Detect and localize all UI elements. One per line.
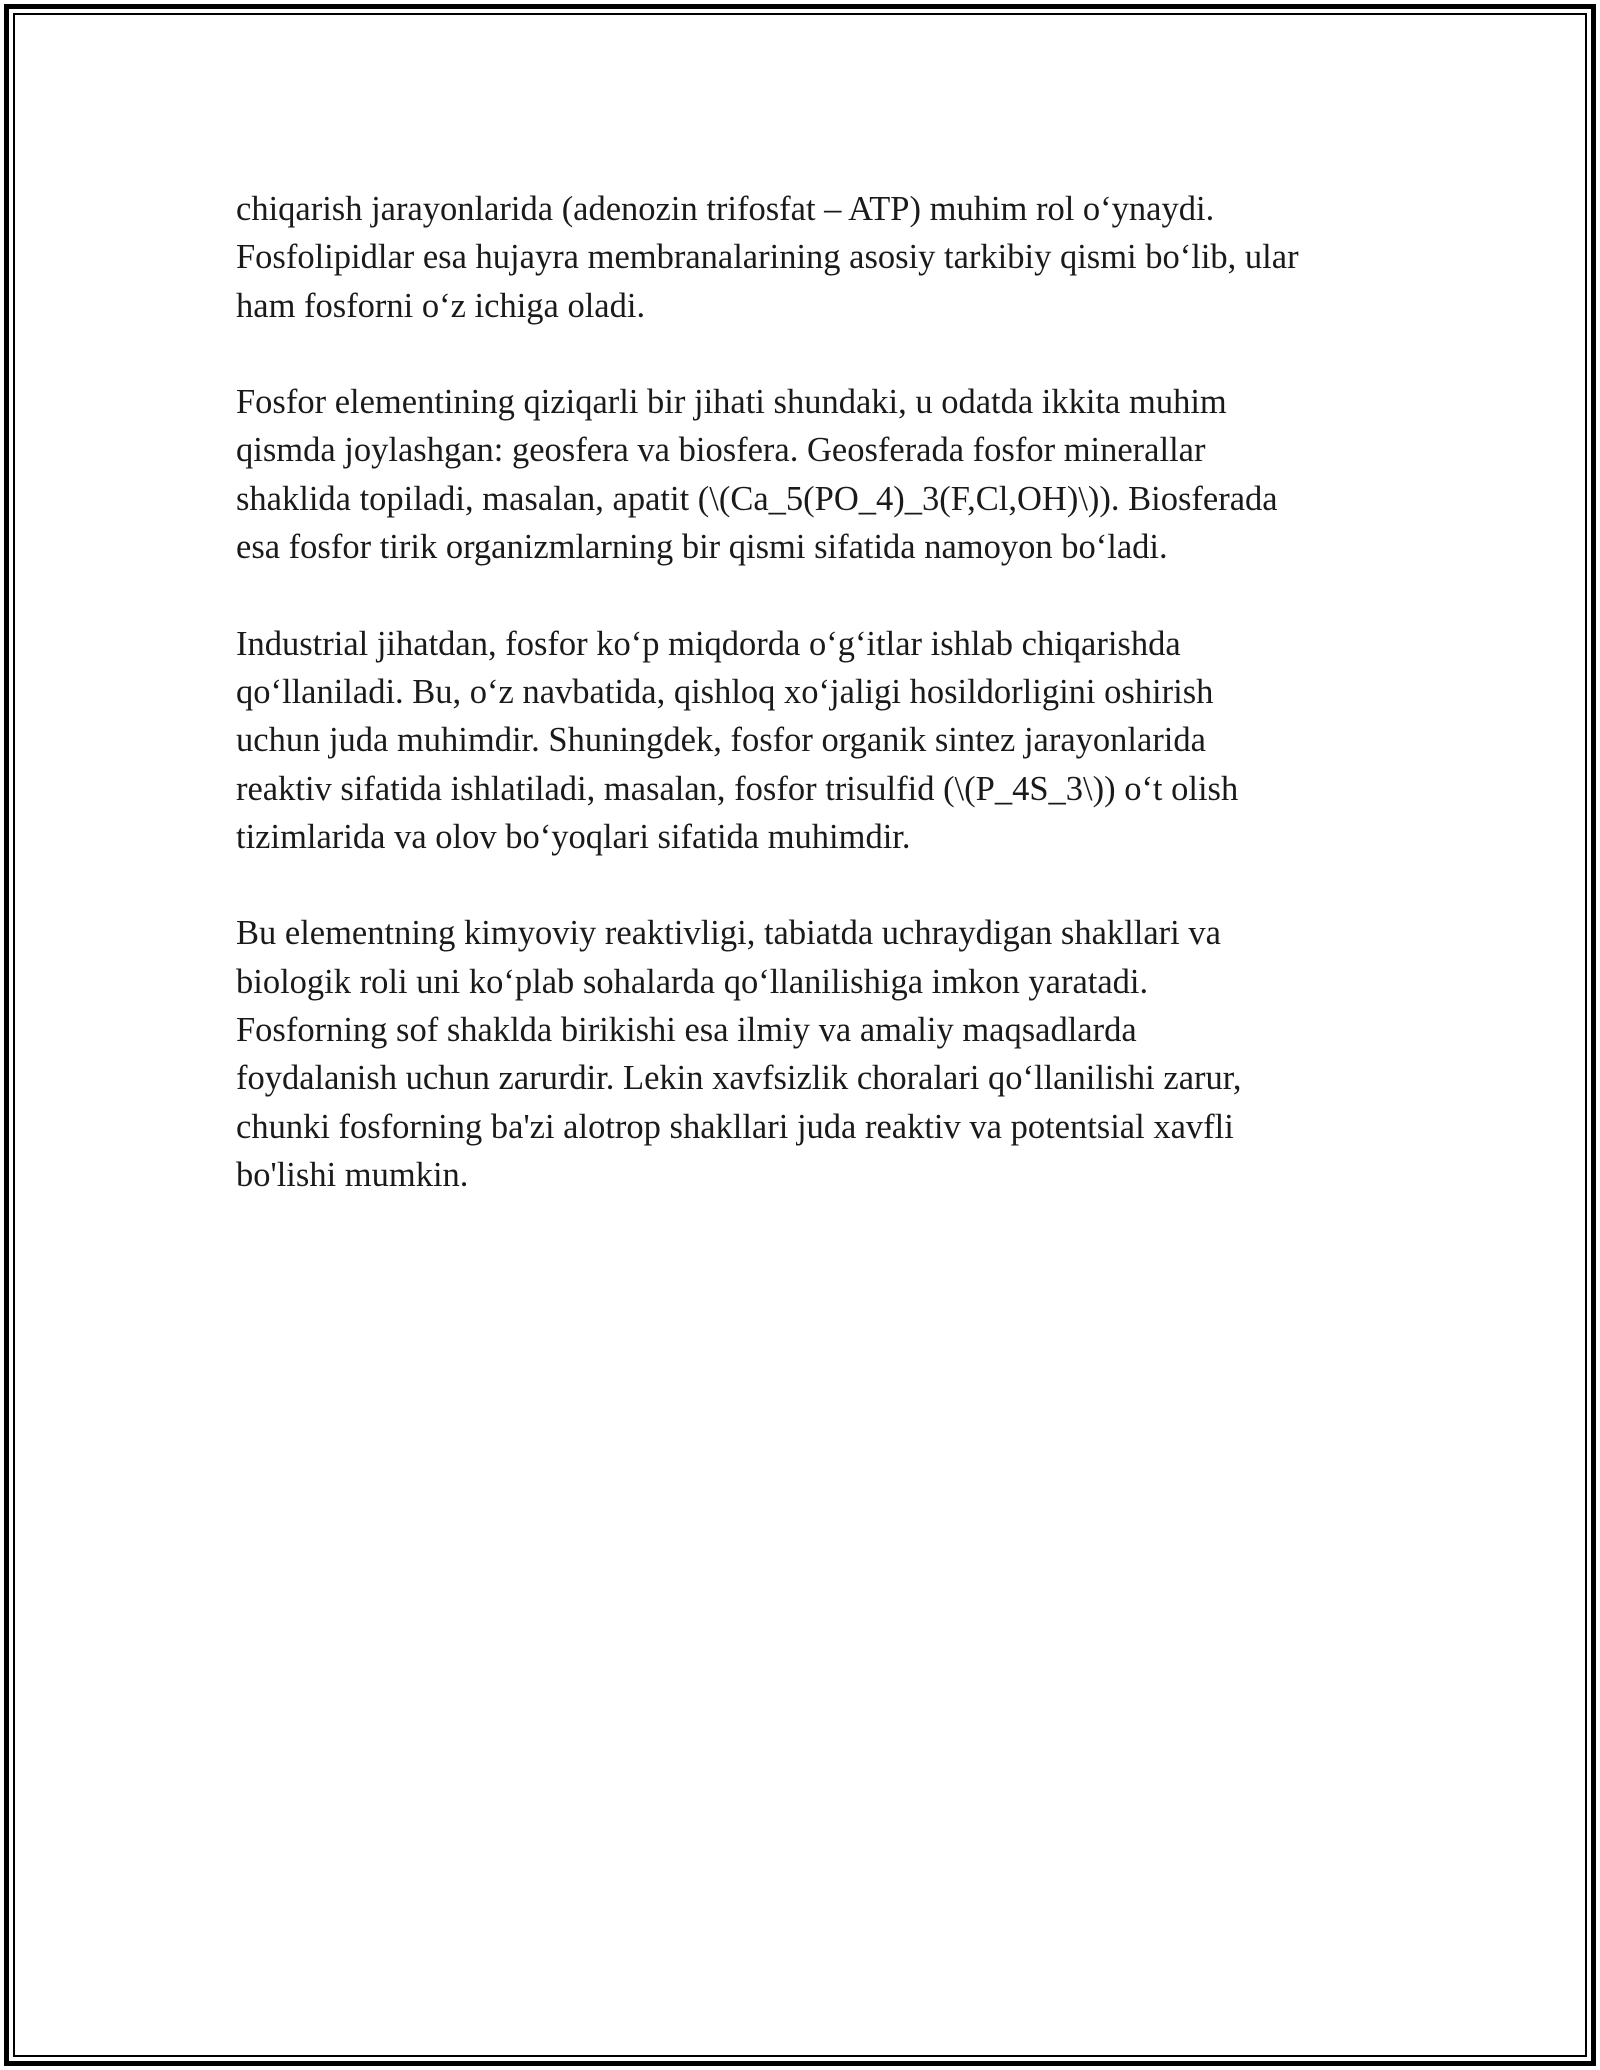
paragraph-3: Industrial jihatdan, fosfor ko‘p miqdorda o‘g‘itlar ishlab chiqarishda qo‘llaniladi. Bu, o‘z navbatida, qishloq xo‘jaligi hosildorligini oshirish uchun juda muhimdir. Shuningdek, fosfor organik sintez jarayonlarida reaktiv sifatida ishlatiladi, masalan, fosfor trisulfid (\(P_4S_3\)) o‘t olish tizimlarida va olov bo‘yoqlari sifatida muhimdir. xyxy=(236,624,1239,856)
document-body xyxy=(236,185,1376,1248)
paragraph-1: chiqarish jarayonlarida (adenozin trifosfat – ATP) muhim rol o‘ynaydi. Fosfolipidlar esa hujayra membranalarining asosiy tarkibiy qismi bo‘lib, ular ham fosforni o‘z ichiga oladi. xyxy=(236,190,1299,325)
paragraph-4: Bu elementning kimyoviy reaktivligi, tabiatda uchraydigan shakllari va biologik roli uni ko‘plab sohalarda qo‘llanilishiga imkon yaratadi. Fosforning sof shaklda birikishi esa ilmiy va amaliy maqsadlarda foydalanish uchun zarurdir. Lekin xavfsizlik choralari qo‘llanilishi zarur, chunki fosforning ba'zi alotrop shakllari juda reaktiv va potentsial xavfli bo'lishi mumkin. xyxy=(236,914,1242,1194)
paragraph-2: Fosfor elementining qiziqarli bir jihati shundaki, u odatda ikkita muhim qismda joylashgan: geosfera va biosfera. Geosferada fosfor minerallar shaklida topiladi, masalan, apatit (\(Ca_5(PO_4)_3(F,Cl,OH)\)). Biosferada esa fosfor tirik organizmlarning bir qismi sifatida namoyon bo‘ladi. xyxy=(236,383,1278,567)
